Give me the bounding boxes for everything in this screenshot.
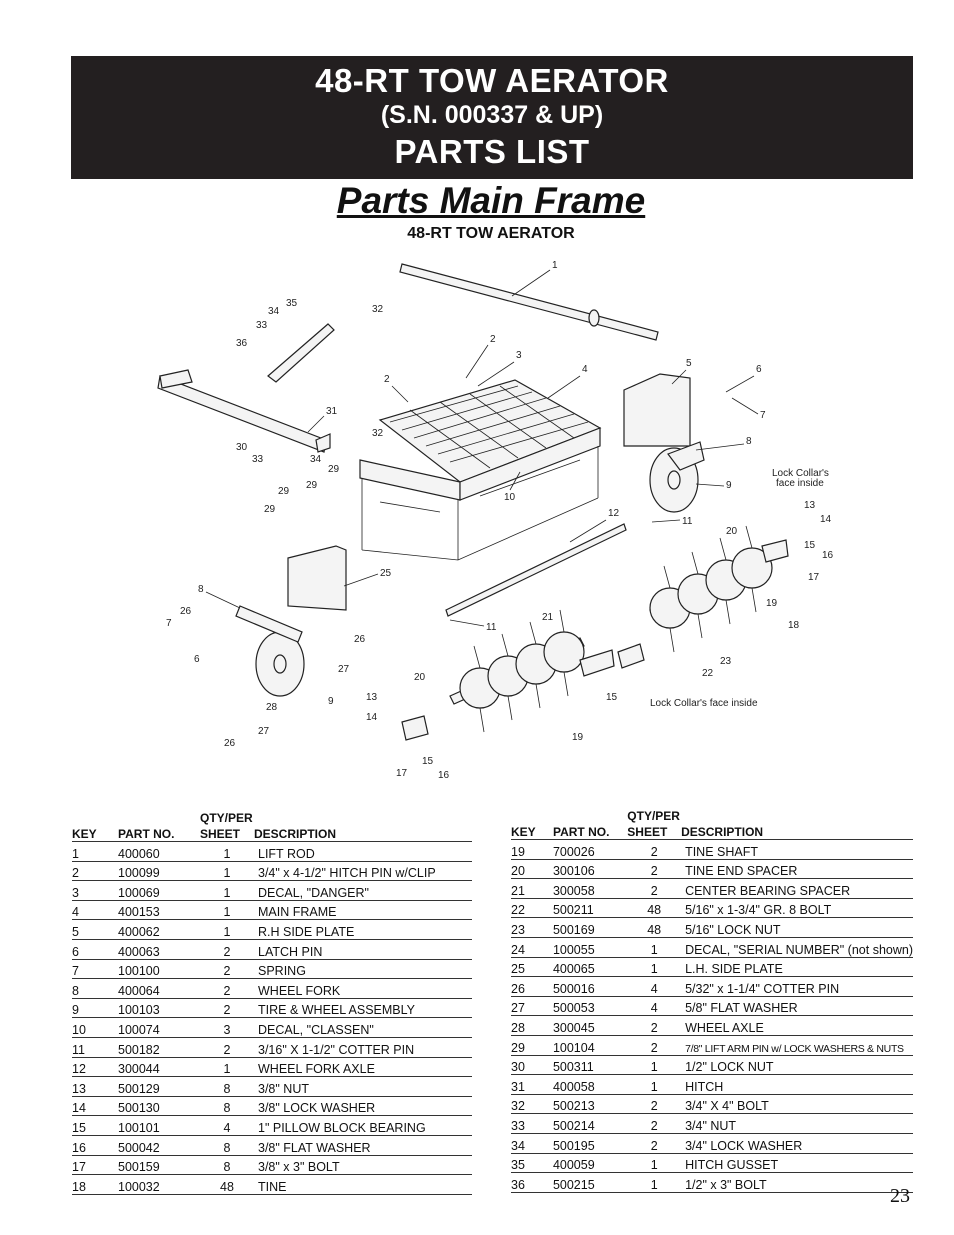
table-row [72, 1077, 472, 1097]
svg-text:23: 23 [720, 656, 732, 667]
banner-serial: (S.N. 000337 & UP) [380, 101, 604, 129]
table-row [511, 1075, 913, 1095]
part-number-cell: 500311 [553, 1055, 627, 1075]
svg-text:11: 11 [486, 622, 497, 633]
svg-text:34: 34 [268, 306, 280, 317]
part-number-cell: 300045 [553, 1016, 627, 1036]
header-banner [71, 56, 913, 179]
qty-cell: 2 [200, 959, 254, 979]
qty-cell: 2 [627, 1016, 681, 1036]
key-cell: 22 [511, 898, 553, 918]
qty-cell: 2 [627, 840, 681, 860]
rh-side-plate-illustration [624, 374, 690, 446]
banner-title: 48-RT TOW AERATOR [315, 62, 669, 99]
svg-text:9: 9 [726, 480, 732, 491]
description-cell: 3/8" NUT [254, 1077, 472, 1097]
description-cell: 5/16" LOCK NUT [681, 918, 913, 938]
svg-text:26: 26 [354, 634, 366, 645]
key-cell: 7 [72, 959, 118, 979]
description-cell: 1" PILLOW BLOCK BEARING [254, 1116, 472, 1136]
table-row [511, 1114, 913, 1134]
table-row [72, 998, 472, 1018]
lh-side-plate-illustration [288, 546, 346, 610]
part-number-cell: 400059 [553, 1153, 627, 1173]
part-number-cell: 500169 [553, 918, 627, 938]
qty-cell: 2 [200, 939, 254, 959]
qty-cell: 2 [200, 998, 254, 1018]
key-cell: 25 [511, 957, 553, 977]
key-cell: 32 [511, 1094, 553, 1114]
part-number-cell: 500213 [553, 1094, 627, 1114]
svg-text:15: 15 [422, 756, 434, 767]
key-cell: 15 [72, 1116, 118, 1136]
qty-cell: 1 [627, 1075, 681, 1095]
table-row [72, 881, 472, 901]
svg-text:7: 7 [166, 618, 172, 629]
parts-table-left [72, 807, 472, 1195]
key-cell: 26 [511, 977, 553, 997]
svg-text:30: 30 [236, 442, 248, 453]
parts-table-right-body [511, 840, 913, 1193]
table-row [72, 959, 472, 979]
qty-cell: 4 [627, 996, 681, 1016]
qty-cell: 2 [627, 1035, 681, 1055]
part-no-header: PART NO. [553, 823, 627, 840]
table-row [511, 898, 913, 918]
svg-text:17: 17 [808, 572, 820, 583]
description-cell: 3/8" x 3" BOLT [254, 1155, 472, 1175]
qty-cell: 2 [627, 1094, 681, 1114]
part-number-cell: 100069 [118, 881, 200, 901]
part-number-cell: 400064 [118, 979, 200, 999]
key-cell: 35 [511, 1153, 553, 1173]
part-number-cell: 400060 [118, 842, 200, 862]
svg-text:29: 29 [264, 504, 276, 515]
part-number-cell: 400063 [118, 939, 200, 959]
description-cell: DECAL, "CLASSEN" [254, 1018, 472, 1038]
svg-text:19: 19 [766, 598, 778, 609]
svg-text:face inside: face inside [776, 478, 824, 489]
qty-cell: 4 [200, 1116, 254, 1136]
qty-cell: 1 [200, 900, 254, 920]
table-row [511, 1055, 913, 1075]
table-row [72, 1018, 472, 1038]
svg-text:25: 25 [380, 568, 392, 579]
description-cell: 3/4" x 4-1/2" HITCH PIN w/CLIP [254, 861, 472, 881]
section-title: Parts Main Frame [336, 180, 646, 221]
table-row [72, 1175, 472, 1195]
description-header: DESCRIPTION [681, 823, 913, 840]
table-row [72, 1116, 472, 1136]
table-row [511, 1016, 913, 1036]
table-row [511, 840, 913, 860]
svg-text:35: 35 [286, 298, 298, 309]
part-number-cell: 100055 [553, 937, 627, 957]
table-row [72, 1037, 472, 1057]
qty-cell: 2 [200, 979, 254, 999]
description-cell: DECAL, "SERIAL NUMBER" (not shown) [681, 937, 913, 957]
key-cell: 33 [511, 1114, 553, 1134]
qty-header-top: QTY/PER [200, 811, 253, 825]
table-row [511, 996, 913, 1016]
svg-text:9: 9 [328, 696, 334, 707]
key-cell: 11 [72, 1037, 118, 1057]
part-number-cell: 500130 [118, 1096, 200, 1116]
key-header: KEY [511, 823, 553, 840]
part-number-cell: 100032 [118, 1175, 200, 1195]
key-cell: 3 [72, 881, 118, 901]
description-cell: 3/16" X 1-1/2" COTTER PIN [254, 1037, 472, 1057]
key-cell: 5 [72, 920, 118, 940]
part-number-cell: 300106 [553, 859, 627, 879]
svg-text:17: 17 [396, 768, 408, 779]
part-number-cell: 400153 [118, 900, 200, 920]
description-cell: TINE [254, 1175, 472, 1195]
svg-text:3: 3 [516, 350, 522, 361]
key-cell: 10 [72, 1018, 118, 1038]
description-cell: 3/8" FLAT WASHER [254, 1135, 472, 1155]
description-cell: MAIN FRAME [254, 900, 472, 920]
svg-text:26: 26 [180, 606, 192, 617]
table-row [72, 900, 472, 920]
svg-text:6: 6 [194, 654, 200, 665]
svg-text:29: 29 [278, 486, 290, 497]
qty-cell: 2 [627, 859, 681, 879]
qty-cell: 1 [200, 920, 254, 940]
table-row [72, 1135, 472, 1155]
wheel-fork-axle-illustration [446, 524, 626, 616]
table-row [511, 879, 913, 899]
part-number-cell: 500211 [553, 898, 627, 918]
svg-text:27: 27 [338, 664, 350, 675]
part-number-cell: 500182 [118, 1037, 200, 1057]
description-cell: TIRE & WHEEL ASSEMBLY [254, 998, 472, 1018]
page-number: 23 [890, 1185, 910, 1207]
table-row [72, 1057, 472, 1077]
description-cell: CENTER BEARING SPACER [681, 879, 913, 899]
hitch-illustration [158, 370, 330, 452]
table-row [511, 937, 913, 957]
qty-cell: 1 [627, 1055, 681, 1075]
svg-text:18: 18 [788, 620, 800, 631]
key-cell: 2 [72, 861, 118, 881]
svg-text:Lock Collar's face inside: Lock Collar's face inside [650, 698, 758, 709]
part-number-cell: 100099 [118, 861, 200, 881]
table-row [72, 1096, 472, 1116]
key-cell: 18 [72, 1175, 118, 1195]
qty-cell: 2 [627, 1133, 681, 1153]
key-cell: 24 [511, 937, 553, 957]
description-cell: DECAL, "DANGER" [254, 881, 472, 901]
svg-text:34: 34 [310, 454, 322, 465]
key-cell: 34 [511, 1133, 553, 1153]
part-number-cell: 100074 [118, 1018, 200, 1038]
svg-text:13: 13 [804, 500, 816, 511]
key-cell: 20 [511, 859, 553, 879]
part-number-cell: 100103 [118, 998, 200, 1018]
part-number-cell: 300058 [553, 879, 627, 899]
table-row [511, 1173, 913, 1193]
table-row [511, 957, 913, 977]
description-cell: L.H. SIDE PLATE [681, 957, 913, 977]
svg-text:33: 33 [256, 320, 268, 331]
callout-labels [166, 260, 834, 781]
svg-text:13: 13 [366, 692, 378, 703]
table-row [72, 979, 472, 999]
svg-text:Lock Collar's: Lock Collar's [772, 468, 829, 479]
main-frame-illustration [360, 380, 600, 560]
key-cell: 13 [72, 1077, 118, 1097]
part-number-cell: 100100 [118, 959, 200, 979]
key-cell: 23 [511, 918, 553, 938]
part-number-cell: 700026 [553, 840, 627, 860]
description-cell: 7/8" LIFT ARM PIN w/ LOCK WASHERS & NUTS [681, 1035, 913, 1055]
part-number-cell: 500159 [118, 1155, 200, 1175]
svg-text:16: 16 [438, 770, 450, 781]
qty-cell: 1 [627, 1173, 681, 1193]
description-cell: 3/8" LOCK WASHER [254, 1096, 472, 1116]
svg-text:29: 29 [328, 464, 340, 475]
description-cell: 5/8" FLAT WASHER [681, 996, 913, 1016]
svg-text:2: 2 [490, 334, 496, 345]
part-number-cell: 100101 [118, 1116, 200, 1136]
qty-cell: 48 [627, 918, 681, 938]
svg-text:31: 31 [326, 406, 338, 417]
description-cell: TINE SHAFT [681, 840, 913, 860]
qty-cell: 1 [627, 957, 681, 977]
part-number-cell: 500016 [553, 977, 627, 997]
svg-text:6: 6 [756, 364, 762, 375]
table-row [72, 939, 472, 959]
description-cell: SPRING [254, 959, 472, 979]
key-cell: 28 [511, 1016, 553, 1036]
svg-text:1: 1 [552, 260, 558, 271]
svg-text:10: 10 [504, 492, 516, 503]
svg-text:28: 28 [266, 702, 278, 713]
qty-cell: 8 [200, 1096, 254, 1116]
svg-text:2: 2 [384, 374, 390, 385]
description-cell: HITCH [681, 1075, 913, 1095]
hitch-gusset-illustration [268, 324, 334, 382]
qty-cell: 3 [200, 1018, 254, 1038]
banner-subtitle: PARTS LIST [394, 133, 590, 170]
svg-text:33: 33 [252, 454, 264, 465]
part-number-cell: 400058 [553, 1075, 627, 1095]
key-cell: 4 [72, 900, 118, 920]
svg-text:8: 8 [746, 436, 752, 447]
qty-cell: 2 [200, 1037, 254, 1057]
sheet-header: SHEET [627, 823, 681, 840]
part-no-header: PART NO. [118, 825, 200, 842]
part-number-cell: 500215 [553, 1173, 627, 1193]
table-row [72, 861, 472, 881]
qty-cell: 8 [200, 1155, 254, 1175]
key-cell: 9 [72, 998, 118, 1018]
svg-text:27: 27 [258, 726, 270, 737]
table-row [511, 918, 913, 938]
svg-text:11: 11 [682, 516, 693, 527]
table-row [72, 842, 472, 862]
svg-text:20: 20 [726, 526, 738, 537]
description-cell: 3/4" NUT [681, 1114, 913, 1134]
qty-cell: 1 [200, 842, 254, 862]
parts-table-right [511, 805, 913, 1193]
key-cell: 1 [72, 842, 118, 862]
table-row [511, 1094, 913, 1114]
key-cell: 36 [511, 1173, 553, 1193]
svg-text:14: 14 [366, 712, 378, 723]
description-cell: WHEEL FORK [254, 979, 472, 999]
svg-text:7: 7 [760, 410, 766, 421]
description-cell: LATCH PIN [254, 939, 472, 959]
svg-text:15: 15 [606, 692, 618, 703]
table-row [72, 920, 472, 940]
key-cell: 29 [511, 1035, 553, 1055]
key-cell: 14 [72, 1096, 118, 1116]
qty-cell: 48 [200, 1175, 254, 1195]
table-row [511, 859, 913, 879]
description-cell: WHEEL AXLE [681, 1016, 913, 1036]
table-row [511, 977, 913, 997]
key-cell: 31 [511, 1075, 553, 1095]
part-number-cell: 100104 [553, 1035, 627, 1055]
svg-text:4: 4 [582, 364, 588, 375]
qty-cell: 1 [627, 937, 681, 957]
part-number-cell: 400062 [118, 920, 200, 940]
key-cell: 8 [72, 979, 118, 999]
exploded-parts-diagram [140, 250, 840, 790]
description-cell: TINE END SPACER [681, 859, 913, 879]
description-cell: R.H SIDE PLATE [254, 920, 472, 940]
description-cell: HITCH GUSSET [681, 1153, 913, 1173]
qty-cell: 8 [200, 1135, 254, 1155]
svg-text:16: 16 [822, 550, 834, 561]
svg-text:21: 21 [542, 612, 554, 623]
part-number-cell: 500214 [553, 1114, 627, 1134]
svg-text:26: 26 [224, 738, 236, 749]
key-header: KEY [72, 825, 118, 842]
svg-text:12: 12 [608, 508, 620, 519]
part-number-cell: 500042 [118, 1135, 200, 1155]
description-cell: 5/32" x 1-1/4" COTTER PIN [681, 977, 913, 997]
svg-text:32: 32 [372, 304, 384, 315]
svg-text:19: 19 [572, 732, 584, 743]
svg-text:29: 29 [306, 480, 318, 491]
qty-cell: 4 [627, 977, 681, 997]
svg-text:36: 36 [236, 338, 248, 349]
key-cell: 30 [511, 1055, 553, 1075]
qty-header-top: QTY/PER [627, 809, 680, 823]
qty-cell: 1 [200, 1057, 254, 1077]
lift-rod-illustration [400, 264, 658, 340]
description-cell: WHEEL FORK AXLE [254, 1057, 472, 1077]
svg-text:22: 22 [702, 668, 714, 679]
table-row [72, 1155, 472, 1175]
table-row [511, 1153, 913, 1173]
description-header: DESCRIPTION [254, 825, 472, 842]
key-cell: 27 [511, 996, 553, 1016]
svg-text:5: 5 [686, 358, 692, 369]
qty-cell: 1 [627, 1153, 681, 1173]
svg-text:14: 14 [820, 514, 832, 525]
description-cell: 1/2" LOCK NUT [681, 1055, 913, 1075]
description-cell: 5/16" x 1-3/4" GR. 8 BOLT [681, 898, 913, 918]
description-cell: 3/4" X 4" BOLT [681, 1094, 913, 1114]
qty-cell: 1 [200, 881, 254, 901]
description-cell: LIFT ROD [254, 842, 472, 862]
description-cell: 1/2" x 3" BOLT [681, 1173, 913, 1193]
part-number-cell: 300044 [118, 1057, 200, 1077]
table-row [511, 1133, 913, 1153]
qty-cell: 48 [627, 898, 681, 918]
key-cell: 21 [511, 879, 553, 899]
qty-cell: 8 [200, 1077, 254, 1097]
table-row [511, 1035, 913, 1055]
key-cell: 16 [72, 1135, 118, 1155]
qty-cell: 2 [627, 1114, 681, 1134]
qty-cell: 2 [627, 879, 681, 899]
part-number-cell: 400065 [553, 957, 627, 977]
key-cell: 17 [72, 1155, 118, 1175]
part-number-cell: 500053 [553, 996, 627, 1016]
svg-text:20: 20 [414, 672, 426, 683]
description-cell: 3/4" LOCK WASHER [681, 1133, 913, 1153]
diagram-title: 48-RT TOW AERATOR [407, 225, 575, 242]
key-cell: 12 [72, 1057, 118, 1077]
svg-text:8: 8 [198, 584, 204, 595]
key-cell: 6 [72, 939, 118, 959]
sheet-header: SHEET [200, 825, 254, 842]
part-number-cell: 500129 [118, 1077, 200, 1097]
parts-table-left-body [72, 842, 472, 1195]
part-number-cell: 500195 [553, 1133, 627, 1153]
svg-text:15: 15 [804, 540, 816, 551]
qty-cell: 1 [200, 861, 254, 881]
svg-text:32: 32 [372, 428, 384, 439]
key-cell: 19 [511, 840, 553, 860]
